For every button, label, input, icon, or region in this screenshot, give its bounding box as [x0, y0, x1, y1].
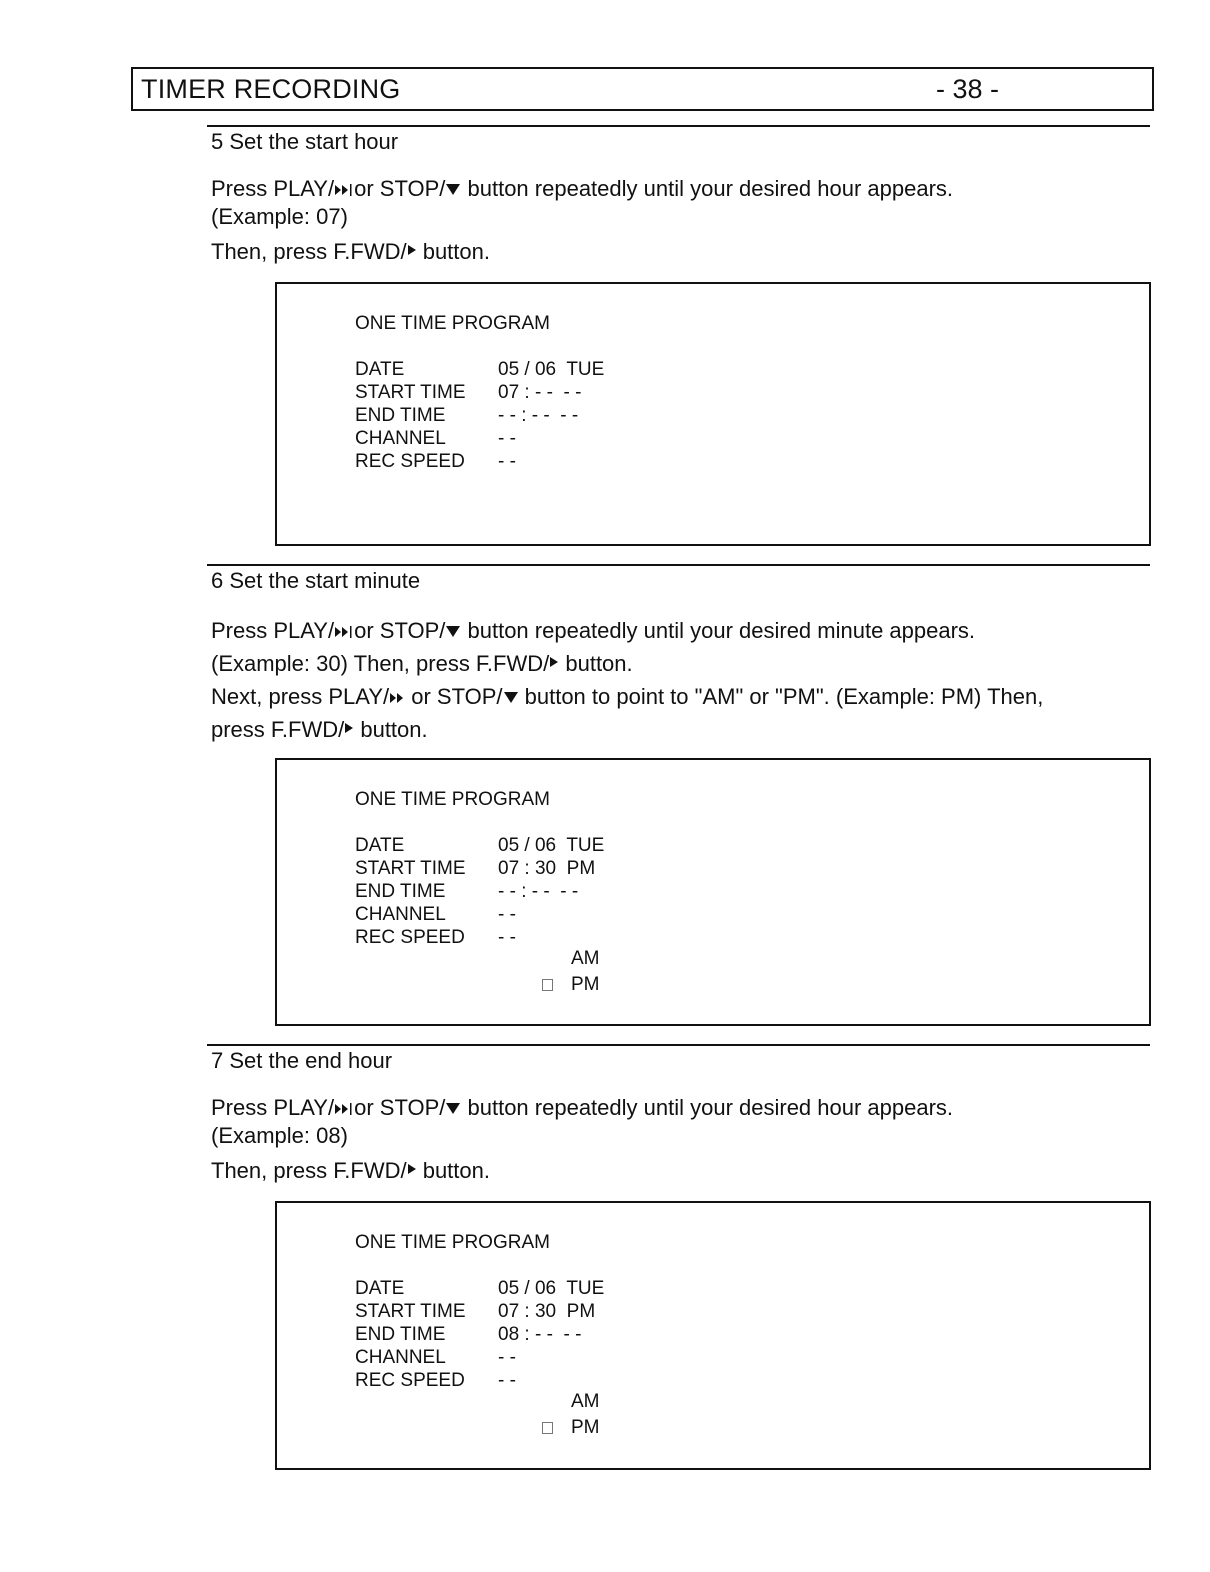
- osd-cursor-icon: [542, 979, 553, 991]
- divider: [207, 1044, 1150, 1046]
- osd-title: ONE TIME PROGRAM: [355, 1232, 550, 1253]
- down-triangle-icon: [503, 680, 519, 713]
- step-5-instructions: Press PLAY/ or STOP/ button repeatedly until your desired hour appears. (Example: 07) Then, press F.FWD/ button.: [211, 176, 954, 264]
- play-skip-icon: [334, 614, 354, 647]
- osd-title: ONE TIME PROGRAM: [355, 313, 550, 334]
- osd-screen-step-7: ONE TIME PROGRAM DATE 05 / 06 TUE START TIME 07 : 30 PM END TIME 08 : - - - - CHANNEL - - REC SPEED - - AM PM: [275, 1201, 1151, 1470]
- divider: [207, 564, 1150, 566]
- osd-option-pm: PM: [571, 1417, 600, 1438]
- right-triangle-icon: [407, 238, 417, 266]
- osd-title: ONE TIME PROGRAM: [355, 789, 550, 810]
- osd-option-am: AM: [571, 1391, 600, 1412]
- step-6-instructions: Press PLAY/ or STOP/ button repeatedly until your desired minute appears. (Example: 30) Then, press F.FWD/ button. Next, press PLAY/ or STOP/ button to point to "AM" or "PM". (Example: PM) Then, press F.FWD/ button.: [211, 614, 1043, 746]
- down-triangle-icon: [445, 1094, 461, 1122]
- right-triangle-icon: [344, 713, 354, 746]
- step-7-instructions: Press PLAY/ or STOP/ button repeatedly until your desired hour appears. (Example: 08) Then, press F.FWD/ button.: [211, 1095, 954, 1183]
- osd-screen-step-5: ONE TIME PROGRAM DATE 05 / 06 TUE START TIME 07 : - - - - END TIME - - : - - - - CHANNEL - - REC SPEED - -: [275, 282, 1151, 546]
- step-5-title: 5 Set the start hour: [211, 129, 399, 154]
- divider: [207, 125, 1150, 127]
- step-7-title: 7 Set the end hour: [211, 1048, 393, 1073]
- right-triangle-icon: [549, 647, 559, 680]
- step-6-title: 6 Set the start minute: [211, 568, 421, 593]
- play-skip-icon: [334, 1094, 354, 1122]
- osd-screen-step-6: ONE TIME PROGRAM DATE 05 / 06 TUE START TIME 07 : 30 PM END TIME - - : - - - - CHANNEL - - REC SPEED - - AM PM: [275, 758, 1151, 1026]
- right-triangle-icon: [407, 1157, 417, 1185]
- page-header: [131, 67, 1154, 111]
- section-title: TIMER RECORDING: [141, 74, 401, 104]
- play-icon: [389, 680, 405, 713]
- osd-option-pm: PM: [571, 974, 600, 995]
- osd-cursor-icon: [542, 1422, 553, 1434]
- page-number: - 38 -: [936, 74, 1000, 104]
- down-triangle-icon: [445, 614, 461, 647]
- down-triangle-icon: [445, 175, 461, 203]
- play-skip-icon: [334, 175, 354, 203]
- osd-option-am: AM: [571, 948, 600, 969]
